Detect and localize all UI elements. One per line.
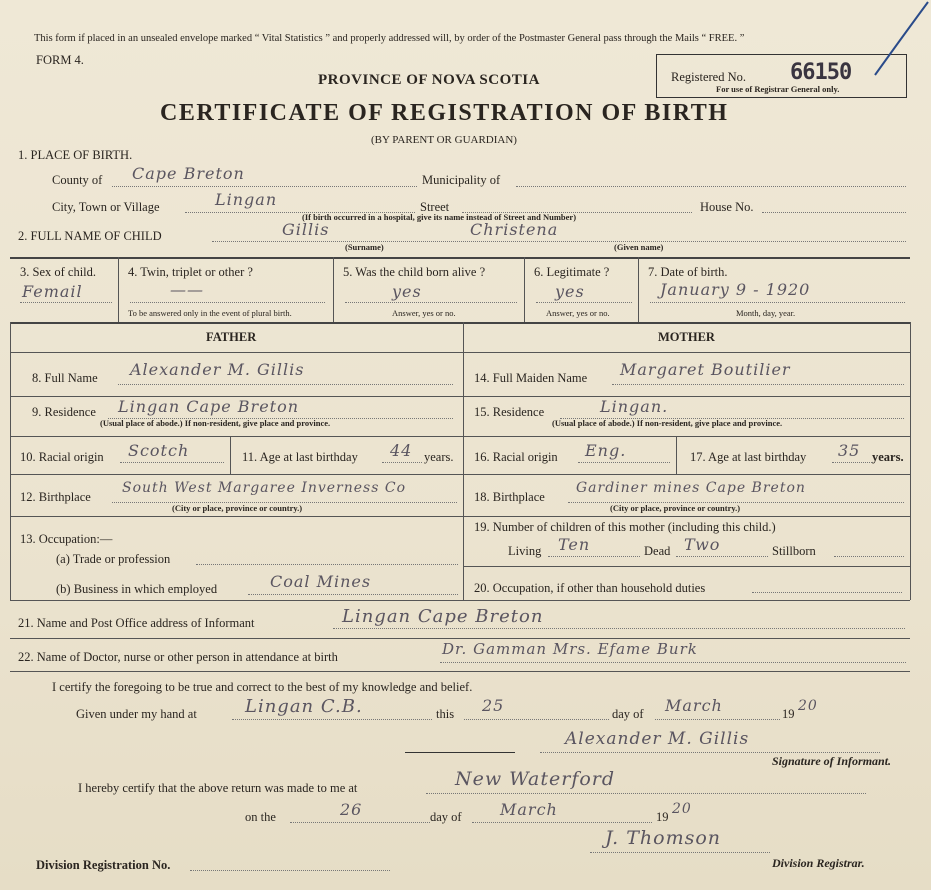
mother-racial-label: 16. Racial origin: [474, 450, 558, 464]
informant-signature-label: Signature of Informant.: [772, 754, 892, 768]
surname-caption: (Surname): [345, 242, 384, 252]
registrar-year: 20: [672, 801, 692, 817]
certificate-title: CERTIFICATE OF REGISTRATION OF BIRTH: [160, 100, 729, 126]
child-surname: Gillis: [282, 220, 330, 239]
father-heading: FATHER: [206, 330, 257, 344]
stillborn-label: Stillborn: [772, 544, 816, 558]
registrar-signature: J. Thomson: [605, 827, 722, 849]
trade-label: (a) Trade or profession: [56, 552, 171, 566]
informant-label: 21. Name and Post Office address of Informant: [18, 616, 255, 630]
division-registrar-label: Division Registrar.: [772, 856, 865, 870]
hospital-note: (If birth occurred in a hospital, give its name instead of Street and Number): [302, 212, 577, 222]
father-age-label: 11. Age at last birthday: [242, 450, 358, 464]
province-heading: PROVINCE OF NOVA SCOTIA: [318, 72, 540, 88]
mother-residence-note: (Usual place of abode.) If non-resident, give place and province.: [552, 418, 783, 428]
doctor-value: Dr. Gamman Mrs. Efame Burk: [442, 640, 698, 658]
given-month: March: [665, 696, 723, 715]
division-registration-label: Division Registration No.: [36, 858, 171, 872]
given-caption: (Given name): [614, 242, 664, 252]
legitimate-label: 6. Legitimate ?: [534, 265, 610, 279]
given-place: Lingan C.B.: [245, 696, 363, 717]
alive-note: Answer, yes or no.: [392, 308, 456, 318]
mother-age-unit: years.: [872, 450, 904, 464]
certificate-subtitle: (BY PARENT OR GUARDIAN): [371, 134, 517, 146]
mother-occupation-label: 20. Occupation, if other than household duties: [474, 581, 706, 595]
certify-text: I certify the foregoing to be true and correct to the best of my knowledge and belief.: [52, 680, 473, 694]
alive-label: 5. Was the child born alive ?: [343, 265, 486, 279]
legitimate-note: Answer, yes or no.: [546, 308, 610, 318]
registrar-year-prefix: 19: [656, 810, 669, 824]
father-occupation-label: 13. Occupation:—: [20, 532, 113, 546]
place-of-birth-heading: 1. PLACE OF BIRTH.: [18, 148, 133, 162]
county-value: Cape Breton: [132, 164, 245, 183]
municipality-label: Municipality of: [422, 173, 501, 187]
mother-age-label: 17. Age at last birthday: [690, 450, 807, 464]
mother-birthplace-value: Gardiner mines Cape Breton: [576, 480, 806, 496]
father-birthplace-label: 12. Birthplace: [20, 490, 91, 504]
dob-note: Month, day, year.: [736, 308, 796, 318]
father-name-label: 8. Full Name: [32, 371, 98, 385]
father-residence-value: Lingan Cape Breton: [118, 397, 300, 416]
alive-value: yes: [392, 282, 422, 301]
city-label: City, Town or Village: [52, 200, 160, 214]
legitimate-value: yes: [555, 282, 585, 301]
on-the-label: on the: [245, 810, 276, 824]
informant-value: Lingan Cape Breton: [342, 606, 544, 627]
dead-value: Two: [684, 535, 721, 554]
twin-value: ——: [170, 280, 204, 299]
mother-residence-label: 15. Residence: [474, 405, 545, 419]
twin-label: 4. Twin, triplet or other ?: [128, 265, 253, 279]
sex-label: 3. Sex of child.: [20, 265, 97, 279]
father-age-value: 44: [390, 441, 413, 460]
postal-note: This form if placed in an unsealed envelope marked “ Vital Statistics ” and properly addressed will, by order of the Postmaster General pass through the Mails “ FREE. ”: [34, 33, 745, 44]
given-year-prefix: 19: [782, 707, 795, 721]
given-day: 25: [482, 696, 505, 715]
registrar-day: 26: [340, 800, 363, 819]
registrar-month: March: [500, 800, 558, 819]
mother-birthplace-note: (City or place, province or country.): [610, 503, 741, 513]
living-value: Ten: [558, 535, 591, 554]
father-residence-note: (Usual place of abode.) If non-resident, give place and province.: [100, 418, 331, 428]
father-birthplace-note: (City or place, province or country.): [172, 503, 303, 513]
father-racial-value: Scotch: [128, 441, 190, 460]
street-label: Street: [420, 200, 450, 214]
registrar-dayof-label: day of: [430, 810, 462, 824]
father-name-value: Alexander M. Gillis: [130, 360, 305, 379]
dead-label: Dead: [644, 544, 671, 558]
this-label: this: [436, 707, 455, 721]
living-label: Living: [508, 544, 542, 558]
given-dayof-label: day of: [612, 707, 644, 721]
registrar-place: New Waterford: [455, 768, 616, 790]
city-value: Lingan: [215, 190, 278, 209]
twin-note: To be answered only in the event of plural birth.: [128, 308, 292, 318]
county-label: County of: [52, 173, 103, 187]
business-label: (b) Business in which employed: [56, 582, 218, 596]
mother-heading: MOTHER: [658, 330, 715, 344]
registrar-text: I hereby certify that the above return was made to me at: [78, 781, 358, 795]
mother-residence-value: Lingan.: [600, 397, 669, 416]
father-birthplace-value: South West Margaree Inverness Co: [122, 480, 407, 496]
mother-racial-value: Eng.: [585, 441, 627, 460]
father-residence-label: 9. Residence: [32, 405, 96, 419]
sex-value: Femail: [22, 282, 83, 301]
informant-signature: Alexander M. Gillis: [565, 729, 750, 749]
given-label: Given under my hand at: [76, 707, 197, 721]
registered-number: 66150: [790, 60, 852, 85]
mother-name-value: Margaret Boutilier: [620, 360, 791, 379]
mother-birthplace-label: 18. Birthplace: [474, 490, 545, 504]
mother-name-label: 14. Full Maiden Name: [474, 371, 588, 385]
form-number: FORM 4.: [36, 53, 84, 67]
mother-age-value: 35: [838, 441, 861, 460]
child-name-label: 2. FULL NAME OF CHILD: [18, 229, 162, 243]
business-value: Coal Mines: [270, 572, 372, 591]
registered-note: For use of Registrar General only.: [716, 84, 840, 94]
child-given-name: Christena: [470, 220, 559, 239]
dob-value: January 9 - 1920: [660, 280, 811, 299]
dob-label: 7. Date of birth.: [648, 265, 728, 279]
house-label: House No.: [700, 200, 754, 214]
children-label: 19. Number of children of this mother (including this child.): [474, 520, 776, 534]
given-year: 20: [798, 698, 818, 714]
pen-mark: [870, 0, 931, 80]
doctor-label: 22. Name of Doctor, nurse or other person in attendance at birth: [18, 650, 338, 664]
registered-label: Registered No.: [671, 70, 746, 84]
father-age-unit: years.: [424, 450, 454, 464]
father-racial-label: 10. Racial origin: [20, 450, 104, 464]
